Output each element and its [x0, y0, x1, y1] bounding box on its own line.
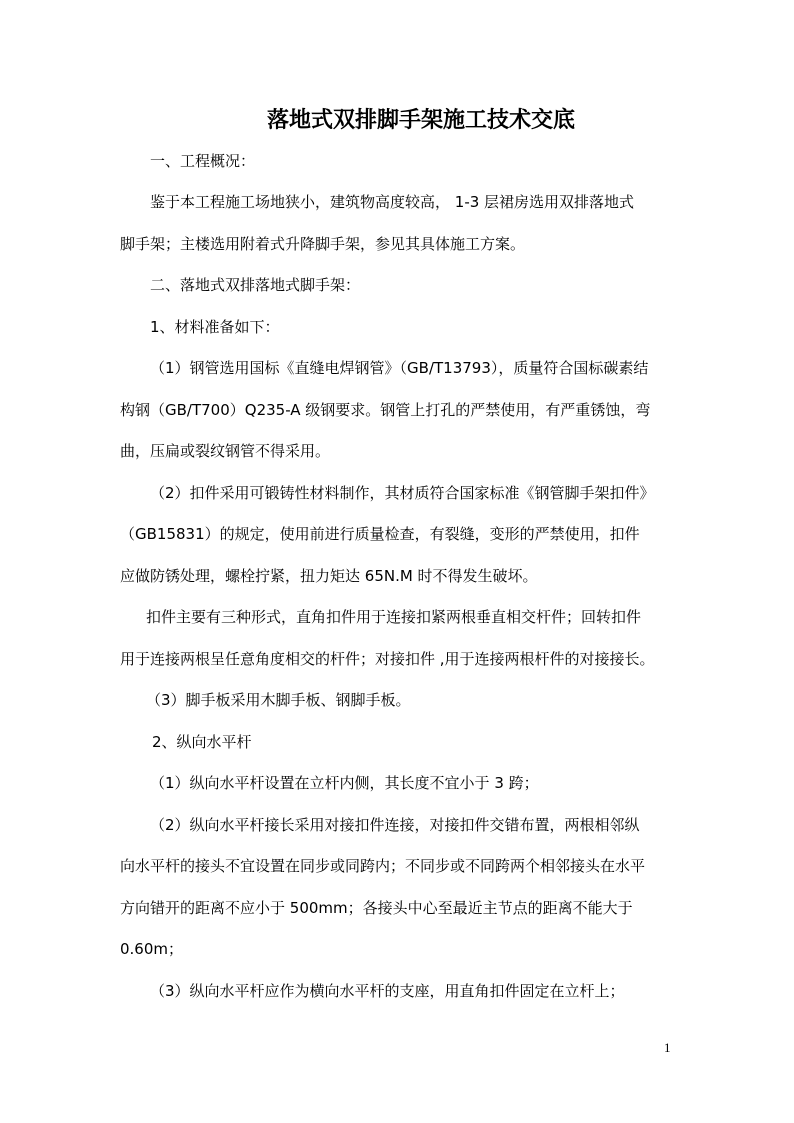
paragraph-line: 曲，压扁或裂纹钢管不得采用。: [120, 442, 331, 460]
paragraph-line: （2）扣件采用可锻铸性材料制作，其材质符合国家标准《钢管脚手架扣件》: [150, 484, 655, 502]
section-heading-scaffold: 二、落地式双排落地式脚手架：: [150, 276, 361, 294]
subsection-heading-longitudinal-bar: 2、纵向水平杆: [152, 733, 252, 751]
paragraph-line: 脚手架；主楼选用附着式升降脚手架，参见其具体施工方案。: [120, 235, 526, 253]
paragraph-line: 构钢（GB/T700）Q235-A 级钢要求。钢管上打孔的严禁使用，有严重锈蚀，弯: [120, 401, 651, 419]
paragraph-line: （2）纵向水平杆接长采用对接扣件连接，对接扣件交错布置，两根相邻纵: [150, 816, 640, 834]
paragraph-line: 扣件主要有三种形式，直角扣件用于连接扣紧两根垂直相交杆件；回转扣件: [146, 608, 642, 626]
paragraph-line: （1）钢管选用国标《直缝电焊钢管》（GB/T13793），质量符合国标碳素结: [150, 359, 649, 377]
paragraph-line: 用于连接两根呈任意角度相交的杆件；对接扣件 ,用于连接两根杆件的对接接长。: [120, 650, 655, 668]
subsection-heading-materials: 1、材料准备如下：: [150, 318, 280, 336]
section-heading-overview: 一、工程概况：: [150, 152, 256, 170]
page-number: 1: [664, 1040, 671, 1055]
paragraph-line: 应做防锈处理，螺栓拧紧，扭力矩达 65N.M 时不得发生破坏。: [120, 567, 538, 585]
paragraph-line: （3）纵向水平杆应作为横向水平杆的支座，用直角扣件固定在立杆上；: [150, 982, 625, 1000]
paragraph-line: 向水平杆的接头不宜设置在同步或同跨内；不同步或不同跨两个相邻接头在水平: [120, 857, 646, 875]
document-title: 落地式双排脚手架施工技术交底: [266, 108, 575, 133]
paragraph-line: 鉴于本工程施工场地狭小，建筑物高度较高， 1-3 层裙房选用双排落地式: [150, 193, 635, 211]
paragraph-line: 0.60m；: [120, 940, 184, 958]
paragraph-line: （3）脚手板采用木脚手板、钢脚手板。: [146, 691, 411, 709]
paragraph-line: （1）纵向水平杆设置在立杆内侧，其长度不宜小于 3 跨；: [150, 774, 539, 792]
paragraph-line: 方向错开的距离不应小于 500mm；各接头中心至最近主节点的距离不能大于: [120, 899, 633, 917]
paragraph-line: （GB15831）的规定，使用前进行质量检查，有裂缝，变形的严禁使用，扣件: [120, 525, 640, 543]
